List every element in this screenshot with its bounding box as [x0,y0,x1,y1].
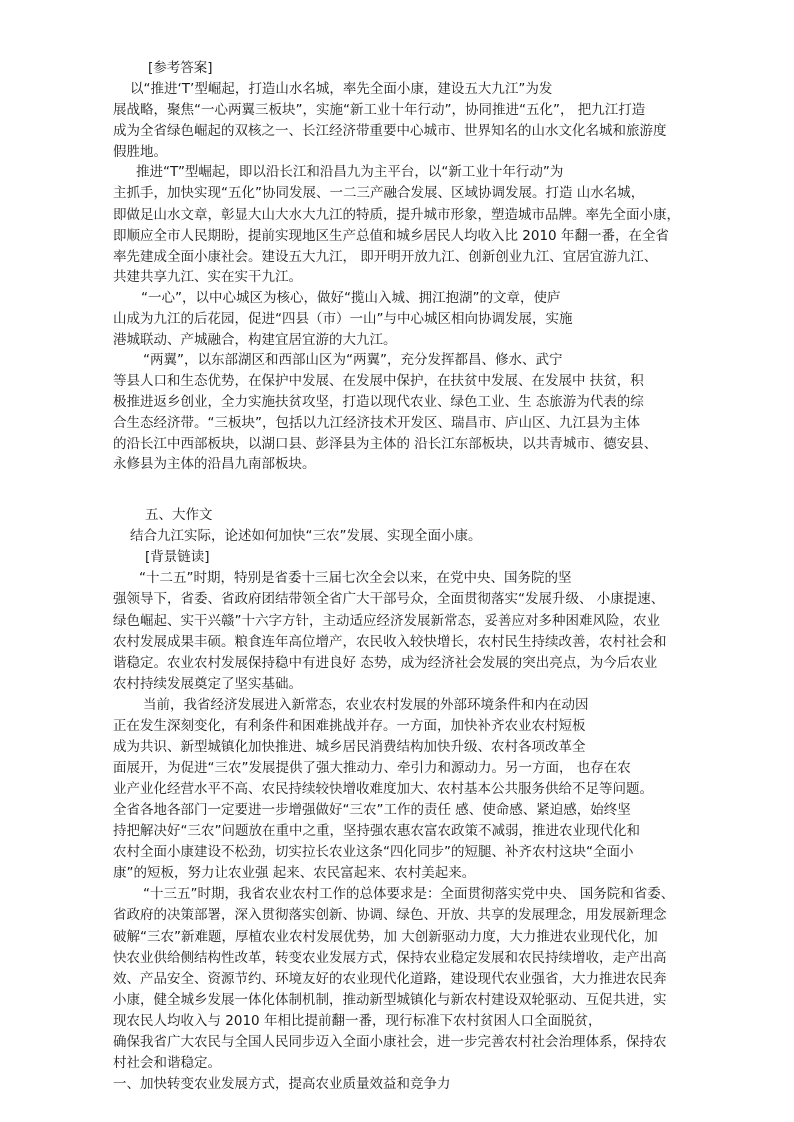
paragraph-line: 谐稳定。农业农村发展保持稳中有进良好 态势，成为经济社会发展的突出亮点，为今后农业 [113,654,658,671]
paragraph-line: 主抓手，加快实现“五化”协同发展、一二三产融合发展、区域协调发展。打造 山水名城， [113,185,645,202]
paragraph-line: 效、产品安全、资源节约、环境友好的农业现代化道路，建设现代农业强省，大力推进农民奔 [113,970,667,987]
paragraph-line: 康”的短板，努力让农业强 起来、农民富起来、农村美起来。 [113,865,476,882]
paragraph-line: “两翼”，以东部湖区和西部山区为“两翼”，充分发挥都昌、修水、武宁 [143,352,563,368]
paragraph-line: 快农业供给侧结构性改革，转变农业发展方式，保持农业稳定发展和农民持续增收，走产出高 [113,949,667,966]
paragraph-line: 农村全面小康建设不松劲，切实拉长农业这条“四化同步”的短腿、补齐农村这块“全面小 [113,844,634,861]
paragraph-line: 破解“三农”新难题，厚植农业农村发展优势，加 大创新驱动力度，大力推进农业现代化，加 [113,928,658,945]
paragraph-line: 的沿长江中西部板块，以湖口县、彭泽县为主体的 沿长江东部板块，以共青城市、德安县、 [113,436,658,453]
essay-prompt: 结合九江实际，论述如何加快“三农”发展、实现全面小康。 [130,528,482,545]
background-heading: [背景链读] [145,549,210,566]
paragraph-line: 当前，我省经济发展进入新常态，农业农村发展的外部环境条件和内在动因 [143,696,589,713]
paragraph-line: 持把解决好“三农”问题放在重中之重，坚持强农惠农富农政策不减弱，推进农业现代化和 [113,823,640,840]
paragraph-line: 农村发展成果丰硕。粮食连年高位增产，农民收入较快增长，农村民生持续改善，农村社会和 [113,633,667,650]
paragraph-line: 合生态经济带。“三板块”，包括以九江经济技术开发区、瑞昌市、庐山区、九江县为主体 [113,415,640,432]
paragraph-line: 即做足山水文章，彰显大山大水大九江的特质，提升城市形象，塑造城市品牌。率先全面小康， [113,206,680,223]
paragraph-line: 一、加快转变农业发展方式，提高农业质量效益和竞争力 [113,1075,451,1092]
paragraph-line: 正在发生深刻变化，有利条件和困难挑战并存。一方面，加快补齐农业农村短板 [113,717,586,734]
paragraph-line: “十二五”时期，特别是省委十三届七次全会以来，在党中央、国务院的坚 [139,570,572,587]
paragraph-line: 面展开，为促进“三农”发展提供了强大推动力、牵引力和源动力。另一方面， 也存在农 [113,760,631,776]
paragraph-line: 即顺应全市人民期盼，提前实现地区生产总值和城乡居民人均收入比 2010 年翻一番，在全省 [113,227,669,244]
paragraph-line: 港城联动、产城融合，构建宜居宜游的大九江。 [113,331,397,348]
paragraph-line: 山成为九江的后花园，促进“四县（市）一山”与中心城区相向协调发展，实施 [113,310,573,327]
paragraph-line: 极推进返乡创业，全力实施扶贫攻坚，打造以现代农业、绿色工业、生 态旅游为代表的综 [113,394,644,411]
paragraph-line: 全省各地各部门一定要进一步增强做好“三农”工作的责任 感、使命感、紧迫感，始终坚 [113,802,631,819]
paragraph-line: 等县人口和生态优势，在保护中发展、在发展中保护，在扶贫中发展、在发展中 扶贫，积 [113,373,644,390]
paragraph-line: 假胜地。 [113,144,167,161]
paragraph-line: 推进“T”型崛起，即以沿长江和沿昌九为主平台，以“新工业十年行动”为 [136,164,564,181]
paragraph-line: 强领导下，省委、省政府团结带领全省广大干部号众，全面贯彻落实“发展升级、 小康提速、 [113,591,665,608]
paragraph-line: “十三五”时期，我省农业农村工作的总体要求是：全面贯彻落实党中央、 国务院和省委、 [143,886,675,903]
paragraph-line: 农村持续发展奠定了坚实基础。 [113,675,302,692]
section-heading: 五、大作文 [145,507,213,524]
paragraph-line: 确保我省广大农民与全国人民同步迈入全面小康社会，进一步完善农村社会治理体系，保持农 [113,1033,667,1050]
paragraph-line: 省政府的决策部署，深入贯彻落实创新、协调、绿色、开放、共享的发展理念，用发展新理念 [113,907,667,924]
paragraph-line: 绿色崛起、实干兴赣”十六字方针，主动适应经济发展新常态，妥善应对多种困难风险，农业 [113,612,660,629]
paragraph-line: 率先建成全面小康社会。建设五大九江， 即开明开放九江、创新创业九江、宜居宜游九江、 [113,248,658,265]
paragraph-line: 成为全省绿色崛起的双核之一、长江经济带重要中心城市、世界知名的山水文化名城和旅游度 [113,123,667,140]
answer-heading: [参考答案] [148,60,213,76]
paragraph-line: 小康，健全城乡发展一体化体制机制，推动新型城镇化与新农村建设双轮驱动、互促共进，实 [113,991,667,1008]
paragraph-line: 永修县为主体的沿昌九南部板块。 [113,456,316,473]
paragraph-line: 以“推进‘T’型崛起，打造山水名城，率先全面小康，建设五大九江”为发 [130,81,553,98]
paragraph-line: 业产业化经营水平不高、农民持续较快增收难度加大、农村基本公共服务供给不足等问题。 [113,781,653,797]
paragraph-line: 成为共识、新型城镇化加快推进、城乡居民消费结构加快升级、农村各项改革全 [113,738,586,755]
paragraph-line: 现农民人均收入与 2010 年相比提前翻一番，现行标准下农村贫困人口全面脱贫， [113,1012,602,1029]
paragraph-line: “一心”，以中心城区为核心，做好“揽山入城、拥江抱湖”的文章，使庐 [141,289,561,306]
paragraph-line: 共建共享九江、实在实干九江。 [113,268,302,285]
paragraph-line: 展战略，聚焦“一心两翼三板块”，实施“新工业十年行动”，协同推进“五化”， 把九江打造 [113,102,646,119]
paragraph-line: 村社会和谐稳定。 [113,1054,221,1071]
